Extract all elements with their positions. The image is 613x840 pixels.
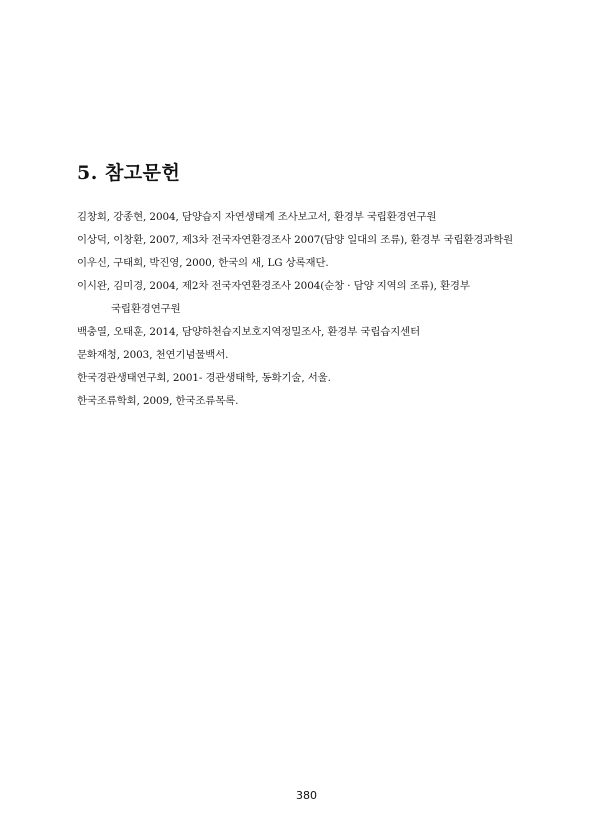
reference-text: 한국조류학회, 2009, 한국조류목록. (77, 395, 239, 407)
reference-text: 이우신, 구태회, 박진영, 2000, 한국의 새, LG 상록재단. (77, 257, 329, 269)
section-heading: 5. 참고문헌 (77, 162, 181, 184)
reference-item (77, 206, 547, 229)
reference-list (77, 206, 547, 413)
reference-item (77, 344, 547, 367)
reference-text: 백충열, 오태훈, 2014, 담양하천습지보호지역정밀조사, 환경부 국립습지센터 (77, 326, 421, 338)
reference-item (77, 229, 547, 252)
page-number: 380 (296, 789, 317, 802)
reference-text: 이상덕, 이창환, 2007, 제3차 전국자연환경조사 2007(담양 일대의 조류), 환경부 국립환경과학원 (77, 234, 514, 246)
reference-text: 문화재청, 2003, 천연기념물백서. (77, 349, 229, 361)
reference-text: 이시완, 김미경, 2004, 제2차 전국자연환경조사 2004(순창 · 담양 지역의 조류), 환경부 (77, 280, 470, 292)
reference-text-continued: 국립환경연구원 (111, 303, 181, 315)
reference-text: 한국경관생태연구회, 2001- 경관생태학, 동화기술, 서울. (77, 372, 331, 384)
reference-text: 김창회, 강종현, 2004, 담양습지 자연생태계 조사보고서, 환경부 국립환경연구원 (77, 211, 437, 223)
reference-item (77, 275, 547, 321)
reference-item (77, 390, 547, 413)
reference-item (77, 252, 547, 275)
reference-item (77, 367, 547, 390)
reference-item (77, 321, 547, 344)
